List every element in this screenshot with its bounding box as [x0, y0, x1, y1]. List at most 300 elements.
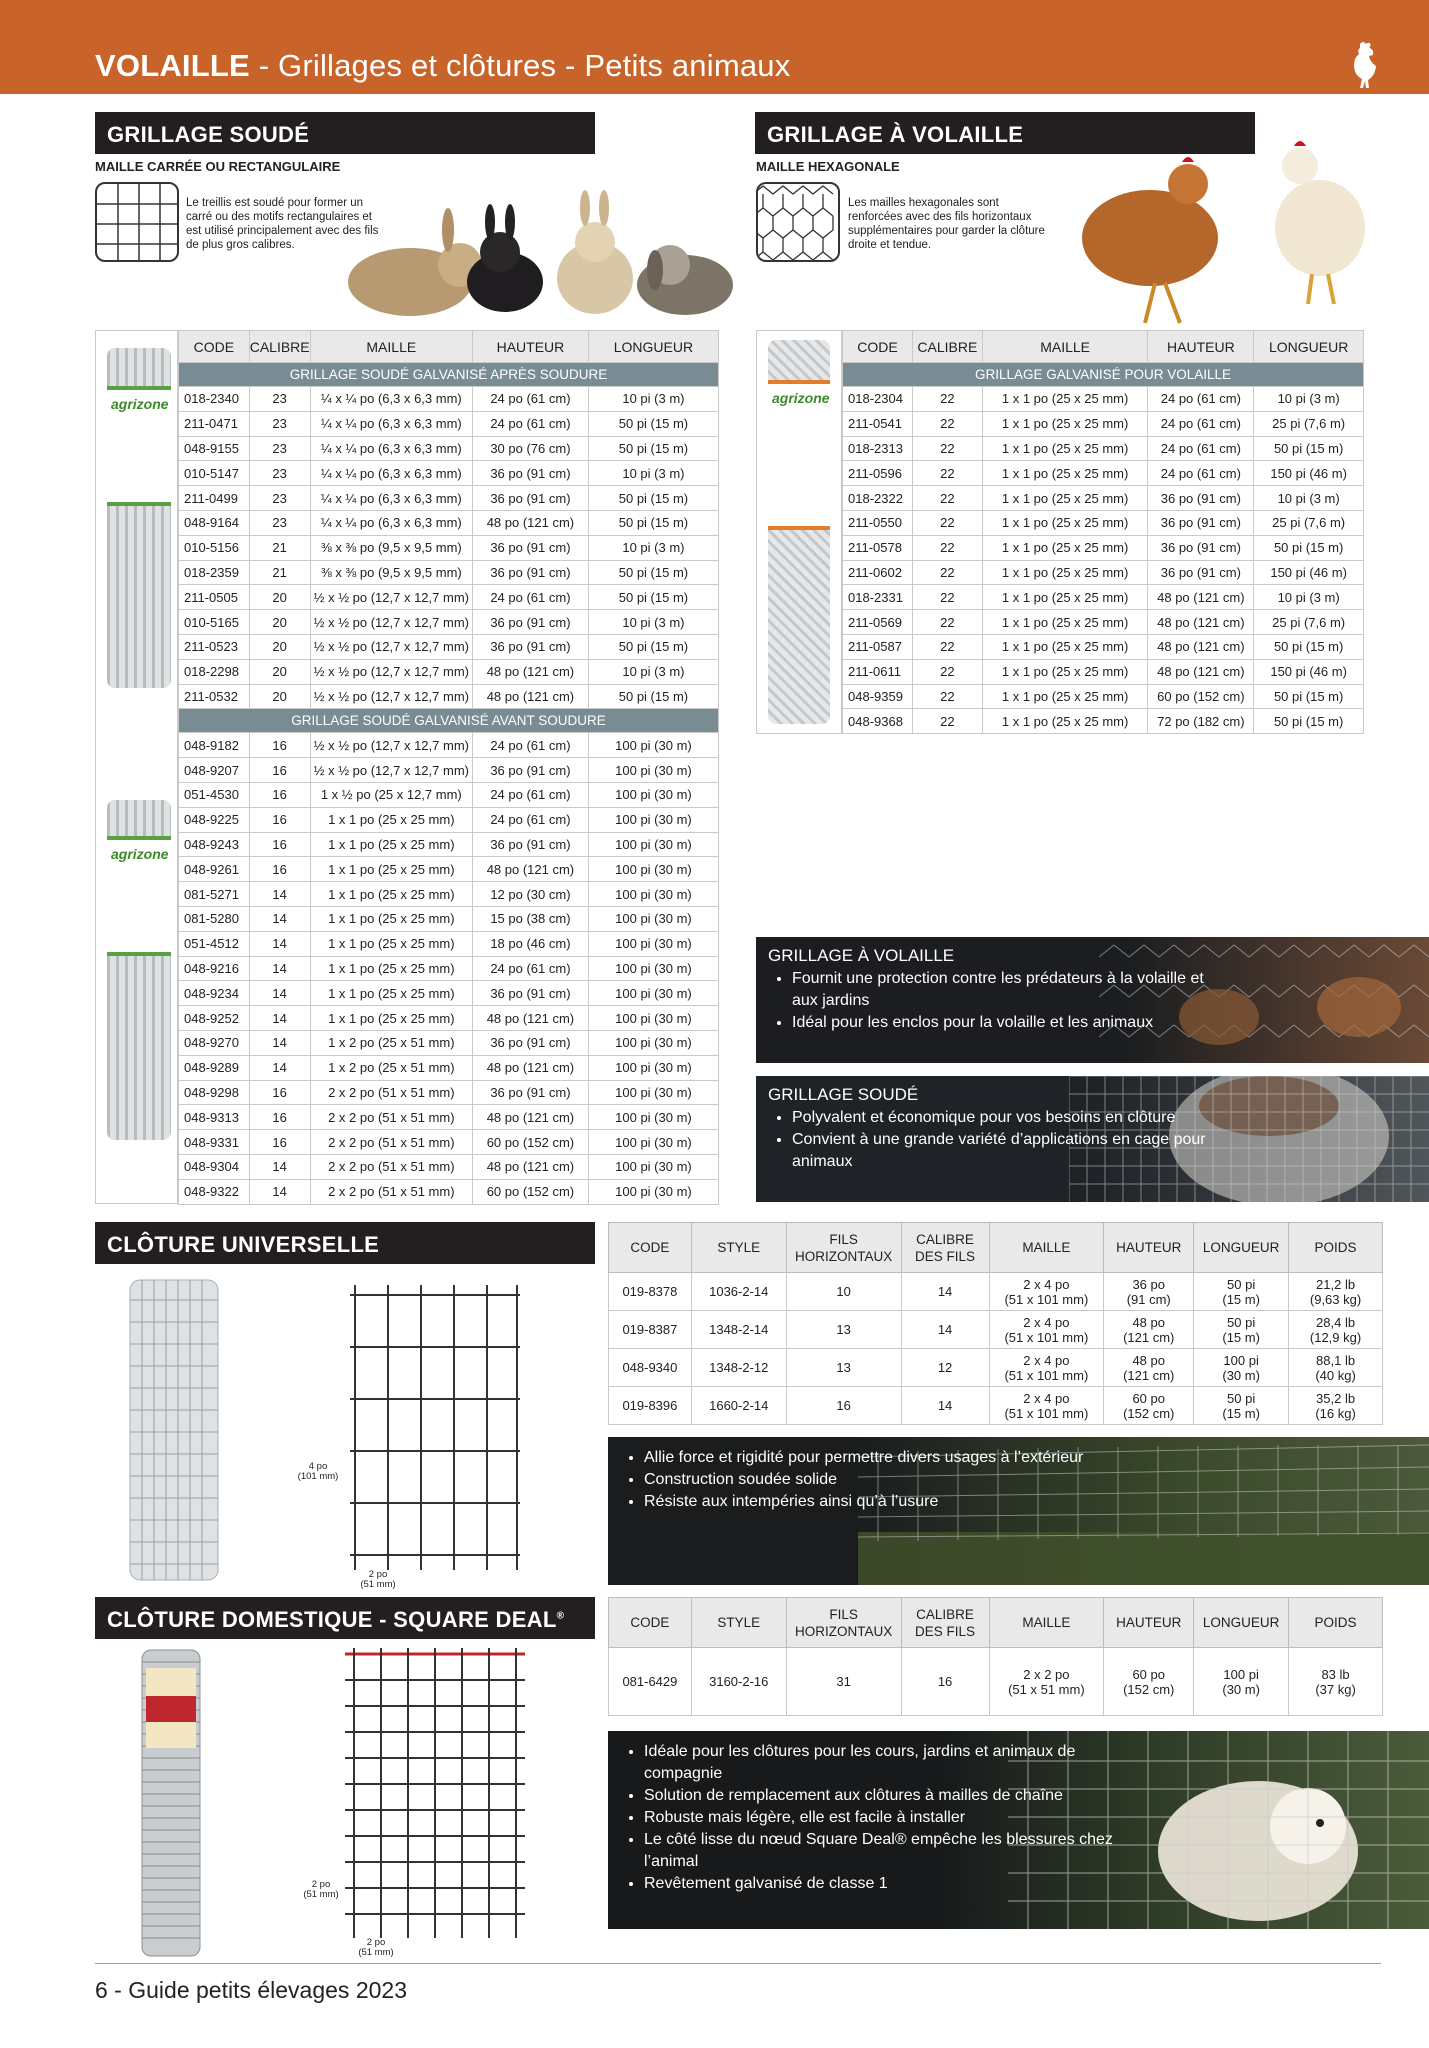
table-cell: 2 x 2 po (51 x 51 mm): [310, 1154, 472, 1179]
poultry-wire-photo: [1099, 937, 1429, 1063]
table-cell: 13: [786, 1349, 901, 1387]
table-cell: GRILLAGE GALVANISÉ POUR VOLAILLE: [843, 363, 1364, 387]
table-cell: ¼ x ¼ po (6,3 x 6,3 mm): [310, 510, 472, 535]
table-cell: 100 pi (30 m): [588, 782, 718, 807]
table-cell: 1 x 1 po (25 x 25 mm): [982, 461, 1148, 486]
poultry-section-title: GRILLAGE À VOLAILLE: [755, 112, 1255, 154]
col-mesh: MAILLE: [982, 331, 1148, 363]
table-row: [843, 510, 1364, 535]
welded-roll-image-2: agrizone: [107, 800, 171, 1140]
table-row: [179, 535, 719, 560]
table-cell: 10 pi (3 m): [1254, 387, 1364, 412]
table-cell: 211-0550: [843, 510, 913, 535]
universal-section-title: CLÔTURE UNIVERSELLE: [95, 1222, 595, 1264]
table-cell: 14: [249, 1154, 310, 1179]
table-cell: 60 po (152 cm): [1148, 684, 1254, 709]
column-header: MAILLE: [989, 1598, 1104, 1648]
table-cell: 30 po (76 cm): [472, 436, 588, 461]
table-row: [179, 807, 719, 832]
table-cell: GRILLAGE SOUDÉ GALVANISÉ AVANT SOUDURE: [179, 709, 719, 733]
table-cell: 2 x 2 po (51 x 51 mm): [310, 1080, 472, 1105]
table-cell: 48 po (121 cm): [472, 1105, 588, 1130]
table-cell: 16: [249, 1080, 310, 1105]
group-row: [843, 363, 1364, 387]
table-cell: 48 po (121 cm): [1104, 1311, 1194, 1349]
table-cell: 36 po (91 cm): [472, 461, 588, 486]
table-cell: 3160-2-16: [691, 1648, 786, 1716]
table-cell: 50 pi (15 m): [588, 634, 718, 659]
table-row: [843, 461, 1364, 486]
col-mesh: MAILLE: [310, 331, 472, 363]
table-cell: 211-0596: [843, 461, 913, 486]
table-cell: 24 po (61 cm): [472, 733, 588, 758]
table-row: [179, 1130, 719, 1155]
rooster-icon: [1346, 40, 1380, 92]
promo-bullet: • Idéal pour les enclos pour la volaille et les animaux: [792, 1012, 1212, 1034]
table-row: [843, 684, 1364, 709]
table-row: [609, 1273, 1383, 1311]
table-cell: ¼ x ¼ po (6,3 x 6,3 mm): [310, 461, 472, 486]
square-mesh-icon: [95, 182, 179, 262]
table-cell: 25 pi (7,6 m): [1254, 610, 1364, 635]
table-cell: 048-9331: [179, 1130, 250, 1155]
table-cell: 100 pi (30 m): [588, 1154, 718, 1179]
table-cell: 048-9359: [843, 684, 913, 709]
table-row: [179, 411, 719, 436]
table-cell: 1036-2-14: [691, 1273, 786, 1311]
table-row: [843, 387, 1364, 412]
table-cell: 100 pi (30 m): [588, 832, 718, 857]
table-cell: ¼ x ¼ po (6,3 x 6,3 mm): [310, 411, 472, 436]
squaredeal-table: [608, 1597, 1383, 1716]
table-cell: 25 pi (7,6 m): [1254, 411, 1364, 436]
table-cell: 22: [912, 659, 982, 684]
table-cell: 50 pi (15 m): [1254, 535, 1364, 560]
hexagonal-mesh-icon: [756, 182, 840, 262]
promo-bullet: • Revêtement galvanisé de classe 1: [644, 1873, 1144, 1895]
table-cell: 15 po (38 cm): [472, 906, 588, 931]
table-row: [179, 436, 719, 461]
universal-fence-roll-image: [128, 1278, 220, 1583]
table-cell: 048-9322: [179, 1179, 250, 1204]
table-cell: 010-5165: [179, 610, 250, 635]
table-cell: 100 pi (30 m): [588, 807, 718, 832]
promo-bullet: • Robuste mais légère, elle est facile à installer: [644, 1807, 1144, 1829]
table-cell: 2 x 4 po (51 x 101 mm): [989, 1273, 1104, 1311]
table-cell: 1 x 2 po (25 x 51 mm): [310, 1055, 472, 1080]
table-cell: 36 po (91 cm): [472, 560, 588, 585]
table-cell: 10 pi (3 m): [588, 610, 718, 635]
table-cell: 36 po (91 cm): [1148, 535, 1254, 560]
promo-bullet: • Idéale pour les clôtures pour les cours, jardins et animaux de compagnie: [644, 1741, 1144, 1785]
table-cell: 88,1 lb (40 kg): [1289, 1349, 1383, 1387]
footer-divider: [95, 1963, 1381, 1964]
table-cell: 22: [912, 684, 982, 709]
table-cell: 100 pi (30 m): [588, 956, 718, 981]
table-cell: 018-2322: [843, 486, 913, 511]
table-cell: 1 x 1 po (25 x 25 mm): [310, 931, 472, 956]
table-cell: 24 po (61 cm): [1148, 387, 1254, 412]
table-cell: 48 po (121 cm): [472, 857, 588, 882]
table-cell: 13: [786, 1311, 901, 1349]
table-cell: 23: [249, 411, 310, 436]
table-cell: 100 pi (30 m): [1194, 1349, 1289, 1387]
poultry-table: [842, 330, 1364, 734]
table-cell: 211-0505: [179, 585, 250, 610]
table-cell: 010-5156: [179, 535, 250, 560]
table-cell: 60 po (152 cm): [1104, 1387, 1194, 1425]
table-cell: 1 x 1 po (25 x 25 mm): [982, 486, 1148, 511]
table-cell: 1 x 1 po (25 x 25 mm): [310, 956, 472, 981]
table-cell: 23: [249, 510, 310, 535]
table-cell: 048-9207: [179, 758, 250, 783]
table-cell: 1660-2-14: [691, 1387, 786, 1425]
table-cell: 081-5271: [179, 882, 250, 907]
col-gauge: CALIBRE: [912, 331, 982, 363]
table-cell: 14: [249, 931, 310, 956]
column-header: CALIBRE DES FILS: [901, 1598, 989, 1648]
col-length: LONGUEUR: [1254, 331, 1364, 363]
column-header: POIDS: [1289, 1223, 1383, 1273]
universal-promo-box: [608, 1437, 1429, 1585]
table-cell: 048-9182: [179, 733, 250, 758]
table-cell: 23: [249, 486, 310, 511]
table-cell: 018-2359: [179, 560, 250, 585]
table-cell: 48 po (121 cm): [1148, 659, 1254, 684]
table-row: [843, 585, 1364, 610]
table-cell: 14: [249, 1055, 310, 1080]
table-cell: 1 x 2 po (25 x 51 mm): [310, 1030, 472, 1055]
table-cell: 100 pi (30 m): [1194, 1648, 1289, 1716]
table-cell: 23: [249, 387, 310, 412]
table-cell: 60 po (152 cm): [472, 1179, 588, 1204]
table-cell: 2 x 2 po (51 x 51 mm): [989, 1648, 1104, 1716]
welded-promo-title: GRILLAGE SOUDÉ: [768, 1085, 919, 1104]
table-cell: 60 po (152 cm): [472, 1130, 588, 1155]
promo-bullet: • Convient à une grande variété d’applications en cage pour animaux: [792, 1129, 1232, 1173]
table-cell: 14: [249, 981, 310, 1006]
table-row: [179, 634, 719, 659]
column-header: STYLE: [691, 1223, 786, 1273]
table-row: [179, 560, 719, 585]
table-cell: 12 po (30 cm): [472, 882, 588, 907]
table-cell: 14: [901, 1273, 989, 1311]
table-cell: 24 po (61 cm): [1148, 436, 1254, 461]
chickens-photo: [1050, 138, 1390, 328]
table-cell: 20: [249, 610, 310, 635]
table-cell: 019-8378: [609, 1273, 692, 1311]
squaredeal-mesh-diagram: [340, 1648, 530, 1948]
table-cell: 1348-2-14: [691, 1311, 786, 1349]
table-cell: 2 x 4 po (51 x 101 mm): [989, 1311, 1104, 1349]
table-cell: 48 po (121 cm): [1148, 634, 1254, 659]
table-cell: 10 pi (3 m): [588, 659, 718, 684]
table-cell: 1 x 1 po (25 x 25 mm): [310, 906, 472, 931]
table-row: [179, 1105, 719, 1130]
table-cell: 10 pi (3 m): [588, 387, 718, 412]
squaredeal-dim-horizontal: 2 po (51 mm): [358, 1937, 394, 1958]
table-row: [843, 634, 1364, 659]
table-cell: 14: [901, 1311, 989, 1349]
table-row: [179, 1006, 719, 1031]
table-cell: 048-9270: [179, 1030, 250, 1055]
table-cell: 22: [912, 461, 982, 486]
promo-bullet: • Le côté lisse du nœud Square Deal® empêche les blessures chez l’animal: [644, 1829, 1144, 1873]
universal-table: [608, 1222, 1383, 1425]
table-row: [179, 882, 719, 907]
table-cell: 16: [249, 857, 310, 882]
table-cell: 211-0602: [843, 560, 913, 585]
table-cell: 2 x 2 po (51 x 51 mm): [310, 1130, 472, 1155]
table-cell: 50 pi (15 m): [588, 436, 718, 461]
table-cell: 50 pi (15 m): [1254, 634, 1364, 659]
table-cell: 48 po (121 cm): [472, 659, 588, 684]
table-row: [609, 1387, 1383, 1425]
table-cell: 010-5147: [179, 461, 250, 486]
page-footer: 6 - Guide petits élevages 2023: [95, 1977, 407, 2003]
table-cell: 16: [249, 733, 310, 758]
table-cell: 100 pi (30 m): [588, 1130, 718, 1155]
promo-bullet: • Allie force et rigidité pour permettre divers usages à l’extérieur: [644, 1447, 1164, 1469]
column-header: HAUTEUR: [1104, 1598, 1194, 1648]
table-cell: 048-9261: [179, 857, 250, 882]
column-header: STYLE: [691, 1598, 786, 1648]
squaredeal-section-title: CLÔTURE DOMESTIQUE - SQUARE DEAL®: [95, 1597, 595, 1639]
table-cell: 10 pi (3 m): [1254, 486, 1364, 511]
table-cell: 48 po (121 cm): [1148, 585, 1254, 610]
table-cell: 22: [912, 709, 982, 734]
table-cell: 048-9234: [179, 981, 250, 1006]
table-cell: 1 x 1 po (25 x 25 mm): [982, 659, 1148, 684]
table-cell: 22: [912, 560, 982, 585]
table-cell: 1 x ½ po (25 x 12,7 mm): [310, 782, 472, 807]
table-cell: 16: [249, 1105, 310, 1130]
table-cell: 50 pi (15 m): [588, 684, 718, 709]
col-code: CODE: [843, 331, 913, 363]
table-cell: 100 pi (30 m): [588, 906, 718, 931]
table-row: [843, 535, 1364, 560]
table-cell: 1 x 1 po (25 x 25 mm): [310, 807, 472, 832]
table-cell: 48 po (121 cm): [472, 1006, 588, 1031]
table-cell: 48 po (121 cm): [1104, 1349, 1194, 1387]
table-row: [179, 758, 719, 783]
table-row: [179, 510, 719, 535]
table-cell: 16: [249, 782, 310, 807]
table-cell: 23: [249, 461, 310, 486]
table-cell: 14: [901, 1387, 989, 1425]
table-cell: 48 po (121 cm): [472, 1055, 588, 1080]
table-row: [843, 659, 1364, 684]
table-cell: 100 pi (30 m): [588, 882, 718, 907]
table-cell: 24 po (61 cm): [1148, 411, 1254, 436]
page-title: VOLAILLE - Grillages et clôtures - Petits animaux: [95, 48, 791, 83]
welded-subtitle: MAILLE CARRÉE OU RECTANGULAIRE: [95, 159, 341, 174]
column-header: LONGUEUR: [1194, 1598, 1289, 1648]
table-cell: 48 po (121 cm): [472, 1154, 588, 1179]
table-cell: 211-0587: [843, 634, 913, 659]
column-header: CODE: [609, 1223, 692, 1273]
table-cell: 36 po (91 cm): [1148, 486, 1254, 511]
table-cell: 22: [912, 436, 982, 461]
table-cell: 22: [912, 510, 982, 535]
column-header: LONGUEUR: [1194, 1223, 1289, 1273]
table-row: [179, 461, 719, 486]
column-header: MAILLE: [989, 1223, 1104, 1273]
table-cell: 16: [786, 1387, 901, 1425]
table-cell: 1 x 1 po (25 x 25 mm): [982, 436, 1148, 461]
table-cell: 2 x 4 po (51 x 101 mm): [989, 1349, 1104, 1387]
table-cell: 048-9304: [179, 1154, 250, 1179]
table-row: [179, 1030, 719, 1055]
table-cell: ¼ x ¼ po (6,3 x 6,3 mm): [310, 387, 472, 412]
table-cell: 21,2 lb (9,63 kg): [1289, 1273, 1383, 1311]
table-cell: 018-2298: [179, 659, 250, 684]
table-cell: 50 pi (15 m): [1254, 709, 1364, 734]
table-cell: 24 po (61 cm): [472, 387, 588, 412]
table-cell: 14: [249, 956, 310, 981]
table-cell: 50 pi (15 m): [588, 510, 718, 535]
table-cell: 211-0578: [843, 535, 913, 560]
table-row: [179, 684, 719, 709]
table-row: [179, 782, 719, 807]
table-cell: 48 po (121 cm): [472, 510, 588, 535]
table-cell: 36 po (91 cm): [472, 981, 588, 1006]
col-height: HAUTEUR: [472, 331, 588, 363]
table-cell: 1 x 1 po (25 x 25 mm): [982, 510, 1148, 535]
table-cell: 36 po (91 cm): [472, 832, 588, 857]
table-cell: 1 x 1 po (25 x 25 mm): [310, 832, 472, 857]
table-cell: 28,4 lb (12,9 kg): [1289, 1311, 1383, 1349]
table-row: [179, 1080, 719, 1105]
table-cell: 1 x 1 po (25 x 25 mm): [982, 684, 1148, 709]
table-cell: 1 x 1 po (25 x 25 mm): [982, 709, 1148, 734]
table-cell: 22: [912, 411, 982, 436]
table-cell: 36 po (91 cm): [1148, 560, 1254, 585]
table-cell: 20: [249, 585, 310, 610]
table-cell: 20: [249, 684, 310, 709]
table-cell: 1 x 1 po (25 x 25 mm): [310, 1006, 472, 1031]
table-cell: 36 po (91 cm): [1104, 1273, 1194, 1311]
table-cell: 100 pi (30 m): [588, 1030, 718, 1055]
welded-roll-image: agrizone: [107, 348, 171, 688]
table-cell: GRILLAGE SOUDÉ GALVANISÉ APRÈS SOUDURE: [179, 363, 719, 387]
table-cell: 048-9243: [179, 832, 250, 857]
table-cell: 36 po (91 cm): [472, 535, 588, 560]
table-cell: 1348-2-12: [691, 1349, 786, 1387]
table-cell: 22: [912, 535, 982, 560]
table-cell: 048-9313: [179, 1105, 250, 1130]
table-header-row: [179, 331, 719, 363]
table-cell: 83 lb (37 kg): [1289, 1648, 1383, 1716]
group-row: [179, 709, 719, 733]
universal-dim-horizontal: 2 po (51 mm): [360, 1569, 396, 1590]
table-row: [843, 709, 1364, 734]
column-header: CODE: [609, 1598, 692, 1648]
table-cell: 150 pi (46 m): [1254, 560, 1364, 585]
table-row: [843, 486, 1364, 511]
table-cell: 14: [249, 882, 310, 907]
table-cell: 14: [249, 1030, 310, 1055]
table-cell: 10 pi (3 m): [588, 461, 718, 486]
table-cell: 60 po (152 cm): [1104, 1648, 1194, 1716]
table-cell: 10 pi (3 m): [1254, 585, 1364, 610]
table-cell: ⅜ x ⅜ po (9,5 x 9,5 mm): [310, 535, 472, 560]
table-cell: 019-8387: [609, 1311, 692, 1349]
table-cell: 35,2 lb (16 kg): [1289, 1387, 1383, 1425]
table-cell: 100 pi (30 m): [588, 1080, 718, 1105]
table-cell: 16: [249, 807, 310, 832]
table-cell: 24 po (61 cm): [472, 411, 588, 436]
table-cell: 20: [249, 634, 310, 659]
table-row: [179, 956, 719, 981]
table-row: [609, 1349, 1383, 1387]
table-cell: 048-9164: [179, 510, 250, 535]
poultry-subtitle: MAILLE HEXAGONALE: [756, 159, 900, 174]
welded-description: Le treillis est soudé pour former un carré ou des motifs rectangulaires et est utilisé principalement avec des fils de plus gros calibres.: [186, 197, 379, 251]
table-cell: 150 pi (46 m): [1254, 461, 1364, 486]
table-row: [179, 659, 719, 684]
table-cell: 2 x 4 po (51 x 101 mm): [989, 1387, 1104, 1425]
table-cell: 14: [249, 906, 310, 931]
table-row: [179, 1154, 719, 1179]
poultry-promo-title: GRILLAGE À VOLAILLE: [768, 946, 955, 965]
table-header-row: [843, 331, 1364, 363]
col-gauge: CALIBRE: [249, 331, 310, 363]
table-cell: 50 pi (15 m): [1194, 1273, 1289, 1311]
column-header: CALIBRE DES FILS: [901, 1223, 989, 1273]
table-cell: 24 po (61 cm): [1148, 461, 1254, 486]
group-row: [179, 363, 719, 387]
table-cell: 048-9216: [179, 956, 250, 981]
table-cell: 019-8396: [609, 1387, 692, 1425]
table-cell: ½ x ½ po (12,7 x 12,7 mm): [310, 733, 472, 758]
table-cell: 50 pi (15 m): [588, 486, 718, 511]
welded-table: [178, 330, 719, 1205]
table-cell: 36 po (91 cm): [472, 634, 588, 659]
table-cell: 36 po (91 cm): [472, 758, 588, 783]
table-cell: 051-4512: [179, 931, 250, 956]
table-cell: 100 pi (30 m): [588, 857, 718, 882]
table-row: [179, 585, 719, 610]
table-cell: 16: [901, 1648, 989, 1716]
table-cell: 211-0471: [179, 411, 250, 436]
table-cell: 50 pi (15 m): [588, 560, 718, 585]
table-cell: 1 x 1 po (25 x 25 mm): [982, 411, 1148, 436]
table-cell: 048-9289: [179, 1055, 250, 1080]
poultry-description: Les mailles hexagonales sont renforcées avec des fils horizontaux supplémentaires pour garder la clôture droite et tendue.: [848, 197, 1045, 251]
table-cell: 36 po (91 cm): [472, 486, 588, 511]
rabbits-photo: [340, 190, 735, 320]
table-cell: 100 pi (30 m): [588, 1006, 718, 1031]
table-cell: 081-5280: [179, 906, 250, 931]
table-cell: 31: [786, 1648, 901, 1716]
table-cell: ½ x ½ po (12,7 x 12,7 mm): [310, 659, 472, 684]
table-cell: ½ x ½ po (12,7 x 12,7 mm): [310, 634, 472, 659]
table-cell: 048-9252: [179, 1006, 250, 1031]
table-cell: 25 pi (7,6 m): [1254, 510, 1364, 535]
table-row: [609, 1648, 1383, 1716]
universal-dim-vertical: 4 po (101 mm): [297, 1461, 339, 1482]
table-cell: 018-2304: [843, 387, 913, 412]
table-cell: 211-0523: [179, 634, 250, 659]
table-cell: 018-2331: [843, 585, 913, 610]
table-cell: 211-0499: [179, 486, 250, 511]
table-cell: 2 x 2 po (51 x 51 mm): [310, 1179, 472, 1204]
table-cell: 16: [249, 832, 310, 857]
table-row: [179, 610, 719, 635]
table-cell: 1 x 1 po (25 x 25 mm): [982, 585, 1148, 610]
table-cell: 21: [249, 560, 310, 585]
